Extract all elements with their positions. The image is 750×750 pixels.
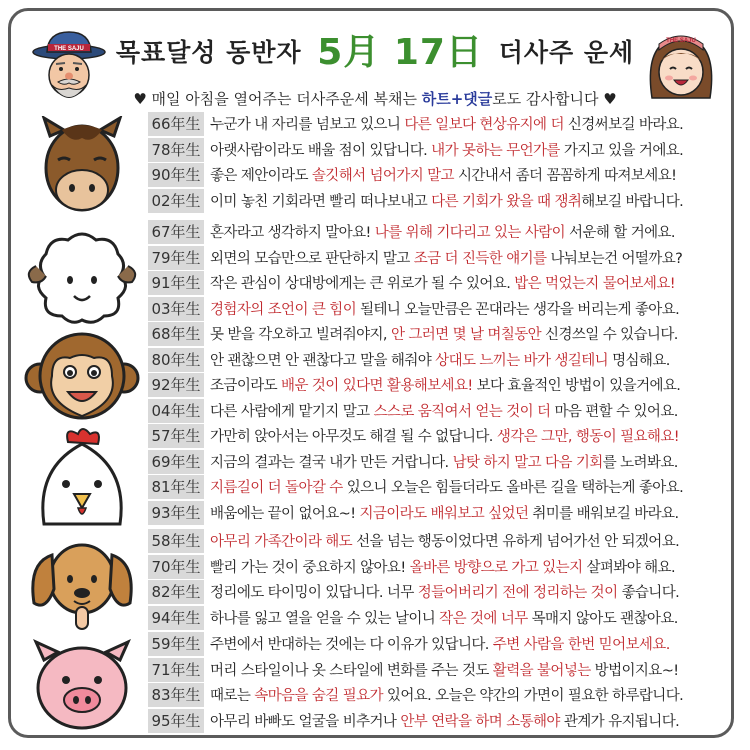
- fortune-text: 아무리 바빠도 얼굴을 비추거나: [210, 713, 401, 730]
- hat-band-text: THE SAJU: [54, 46, 84, 52]
- fortune-row: [148, 580, 738, 604]
- birth-year-badge: 81年生: [148, 475, 204, 499]
- birth-year-badge: 03年生: [148, 297, 204, 321]
- fortune-text: 나눠보는건 어떨까요?: [546, 250, 683, 267]
- horse-icon: [22, 116, 142, 216]
- fortune-text: 배움에는 끝이 없어요~!: [210, 505, 360, 522]
- fortune-text: 신경쓰일 수 있습니다.: [541, 327, 678, 343]
- fortune-text: 이미 놓친 기회라면 빨리 떠나보내고: [210, 193, 432, 210]
- subtitle: [0, 88, 750, 109]
- fortune-text: 보다 효율적인 방법이 있을거에요.: [472, 378, 681, 394]
- fortune-text: 명심해요.: [608, 352, 670, 369]
- fortune-text: 주변에서 반대하는 것에는 다 이유가 있답니다.: [210, 637, 493, 653]
- dog-icon: [22, 533, 142, 633]
- fortune-row: [148, 475, 738, 499]
- fortune-row: [148, 297, 738, 321]
- fortune-text: 좋습니다.: [617, 585, 680, 601]
- birth-year-badge: 94年生: [148, 606, 204, 630]
- fortune-text: 목매지 않아도 괜찮아요.: [527, 610, 678, 627]
- fortune-highlight-text: 조금 더 진득한 얘기를: [413, 250, 547, 267]
- birth-year-badge: 57年生: [148, 424, 204, 448]
- fortune-text: 가만히 앉아서는 아무것도 해결 될 수 없답니다.: [210, 429, 497, 445]
- fortune-text: 지금의 결과는 결국 내가 만든 거랍니다.: [210, 454, 453, 471]
- fortune-highlight-text: 솔깃해서 넘어가지 말고: [311, 168, 454, 184]
- fortune-text: 머리 스타일이나 옷 스타일에 변화를 주는 것도: [210, 662, 493, 679]
- fortune-text: 때로는: [210, 688, 255, 704]
- birth-year-badge: 93年生: [148, 501, 204, 525]
- fortune-text: 관계가 유지됩니다.: [559, 713, 680, 730]
- fortune-row: [148, 163, 738, 187]
- birth-year-badge: 90年生: [148, 163, 204, 187]
- fortune-text: 있으니 오늘은 힘들더라도 올바른 길을 택하는게 좋아요.: [342, 480, 684, 496]
- fortune-highlight-text: 주변 사람을 한번 믿어보세요.: [492, 637, 670, 653]
- fortune-row: [148, 271, 738, 295]
- fortune-highlight-text: 정들어버리기 전에 정리하는 것이: [417, 585, 618, 601]
- fortune-highlight-text: 상대도 느끼는 바가 생길테니: [435, 352, 609, 369]
- birth-year-badge: 83年生: [148, 683, 204, 707]
- birth-year-badge: 69年生: [148, 450, 204, 474]
- fortune-row: [148, 399, 738, 423]
- subtitle-pre: ♥ 매일 아침을 열어주는 더사주운세 복채는: [133, 90, 417, 108]
- fortune-row: [148, 606, 738, 630]
- fortune-text: 신경써보길 바라요.: [563, 117, 684, 133]
- page-title: [0, 24, 750, 75]
- birth-year-badge: 67年生: [148, 220, 204, 244]
- fortune-text: 를 노려봐요.: [602, 454, 678, 471]
- fortune-text: 빨리 가는 것이 중요하지 않아요!: [210, 559, 410, 576]
- fortune-row: [148, 683, 738, 707]
- birth-year-badge: 79年生: [148, 246, 204, 270]
- fortune-row: [148, 709, 738, 733]
- birth-year-badge: 02年生: [148, 189, 204, 213]
- birth-year-badge: 95年生: [148, 709, 204, 733]
- fortune-text: 서운해 할 거에요.: [565, 225, 675, 241]
- fortune-highlight-text: 남탓 하지 말고 다음 기회: [452, 454, 603, 471]
- fortune-text: 혼자라고 생각하지 말아요!: [210, 225, 375, 241]
- title-suffix: 더사주 운세: [498, 38, 635, 67]
- fortune-row: [148, 322, 738, 346]
- birth-year-badge: 04年生: [148, 399, 204, 423]
- birth-year-badge: 58年生: [148, 529, 204, 553]
- fortune-row: [148, 138, 738, 162]
- fortune-row: [148, 246, 738, 270]
- birth-year-badge: 91年生: [148, 271, 204, 295]
- fortune-highlight-text: 안부 연락을 하며 소통해야: [400, 713, 560, 730]
- fortune-row: [148, 450, 738, 474]
- fortune-text: 누군가 내 자리를 넘보고 있으니: [210, 117, 405, 133]
- birth-year-badge: 92年生: [148, 373, 204, 397]
- fortune-text: 될테니 오늘만큼은 꼰대라는 생각을 버리는게 좋아요.: [356, 301, 680, 318]
- rooster-icon: [22, 428, 142, 528]
- fortune-row: [148, 632, 738, 656]
- title-prefix: 목표달성 동반자: [115, 38, 302, 67]
- birth-year-badge: 80年生: [148, 348, 204, 372]
- fortune-text: 좋은 제안이라도: [210, 168, 312, 184]
- fortune-row: [148, 658, 738, 682]
- fortune-highlight-text: 지름길이 더 돌아갈 수: [210, 480, 343, 496]
- fortune-row: [148, 112, 738, 136]
- birth-year-badge: 68年生: [148, 322, 204, 346]
- pig-icon: [22, 636, 142, 736]
- fortune-text: 정리에도 타이밍이 있답니다. 너무: [210, 585, 418, 601]
- fortune-text: 선을 넘는 행동이었다면 유하게 넘어가선 안 되겠어요.: [352, 534, 680, 550]
- fortune-row: [148, 189, 738, 213]
- fortune-highlight-text: 다른 일보다 현상유지에 더: [404, 117, 564, 133]
- monkey-icon: [22, 326, 142, 426]
- birth-year-badge: 82年生: [148, 580, 204, 604]
- fortune-text: 외면의 모습만으로 판단하지 말고: [210, 250, 414, 267]
- fortune-text: 못 받을 각오하고 빌려줘야지,: [210, 327, 391, 343]
- fortune-highlight-text: 스스로 움직여서 얻는 것이 더: [373, 403, 551, 420]
- fortune-highlight-text: 밥은 먹었는지 물어보세요!: [514, 276, 675, 292]
- fortune-highlight-text: 지금이라도 배워보고 싶었던: [359, 505, 529, 522]
- fortune-text: 시간내서 좀더 꼼꼼하게 따져보세요!: [453, 168, 677, 184]
- fortune-highlight-text: 나를 위해 기다리고 있는 사람이: [374, 225, 566, 241]
- fortune-row: [148, 348, 738, 372]
- fortune-text: 하나를 잃고 열을 얻을 수 있는 날이니: [210, 610, 440, 627]
- fortune-text: 작은 관심이 상대방에게는 큰 위로가 될 수 있어요.: [210, 276, 515, 292]
- fortune-highlight-text: 아무리 가족간이라 해도: [210, 534, 353, 550]
- fortune-text: 아랫사람이라도 배울 점이 있답니다.: [210, 142, 432, 159]
- fortune-highlight-text: 내가 못하는 무언가를: [431, 142, 560, 159]
- fortune-highlight-text: 다른 기회가 왔을 때 쟁취: [431, 193, 582, 210]
- birth-year-badge: 70年生: [148, 555, 204, 579]
- fortune-text: 가지고 있을 거에요.: [559, 142, 684, 159]
- fortune-text: 다른 사람에게 맡기지 말고: [210, 403, 374, 420]
- fortune-row: [148, 220, 738, 244]
- fortune-row: [148, 529, 738, 553]
- fortune-row: [148, 501, 738, 525]
- fortune-highlight-text: 활력을 불어넣는: [492, 662, 591, 679]
- sheep-icon: [22, 224, 142, 324]
- fortune-text: 살펴봐야 해요.: [582, 559, 675, 576]
- fortune-highlight-text: 올바른 방향으로 가고 있는지: [409, 559, 583, 576]
- fortune-row: [148, 555, 738, 579]
- birth-year-badge: 78年生: [148, 138, 204, 162]
- title-date: 5月 17日: [317, 32, 483, 73]
- birth-year-badge: 59年生: [148, 632, 204, 656]
- birth-year-badge: 66年生: [148, 112, 204, 136]
- fortune-text: 조금이라도: [210, 378, 282, 394]
- fortune-highlight-text: 배운 것이 있다면 활용해보세요!: [281, 378, 473, 394]
- subtitle-highlight: 하트+댓글: [421, 90, 493, 108]
- fortune-highlight-text: 생각은 그만, 행동이 필요해요!: [496, 429, 679, 445]
- fortune-row: [148, 373, 738, 397]
- headband-text: THE SAJU: [666, 38, 696, 44]
- fortune-highlight-text: 작은 것에 너무: [439, 610, 528, 627]
- fortune-text: 방법이지요~!: [590, 662, 679, 679]
- subtitle-post: 로도 감사합니다 ♥: [492, 90, 617, 108]
- fortune-highlight-text: 속마음을 숨길 필요가: [254, 688, 383, 704]
- birth-year-badge: 71年生: [148, 658, 204, 682]
- fortune-highlight-text: 경험자의 조언이 큰 힘이: [210, 301, 357, 318]
- fortune-text: 취미를 배워보길 바라요.: [528, 505, 679, 522]
- fortune-highlight-text: 안 그러면 몇 날 며칠동안: [390, 327, 542, 343]
- fortune-row: [148, 424, 738, 448]
- fortune-text: 해보길 바랍니다.: [581, 193, 684, 210]
- fortune-text: 마음 편할 수 있어요.: [550, 403, 678, 420]
- fortune-text: 있어요. 오늘은 약간의 가면이 필요한 하루랍니다.: [382, 688, 684, 704]
- fortune-text: 안 괜찮으면 안 괜찮다고 말을 해줘야: [210, 352, 436, 369]
